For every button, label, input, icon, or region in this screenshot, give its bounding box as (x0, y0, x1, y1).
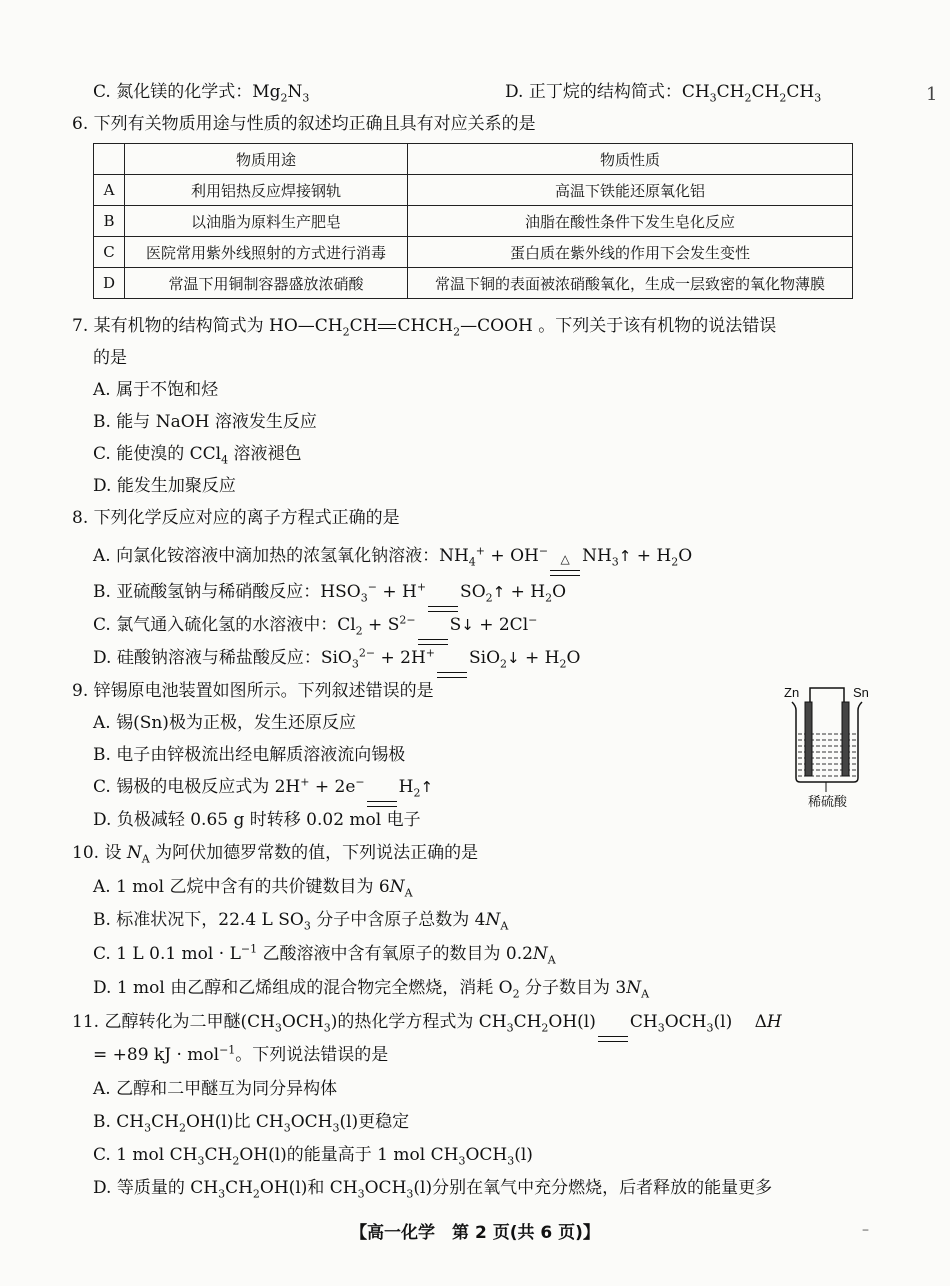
q7-option-a: A. 属于不饱和烃 (93, 380, 219, 400)
q8-stem: 8. 下列化学反应对应的离子方程式正确的是 (72, 508, 400, 528)
q7-option-b: B. 能与 NaOH 溶液发生反应 (93, 412, 317, 432)
row-use: 以油脂为原料生产肥皂 (125, 206, 408, 237)
solution-label: 稀硫酸 (808, 794, 848, 809)
row-use: 利用铝热反应焊接钢轨 (125, 175, 408, 206)
q10-option-d: D. 1 mol 由乙醇和乙烯组成的混合物完全燃烧，消耗 $O_2$ 分子数目为 $3N_A$ (93, 978, 650, 1001)
q7-stem-cont: 的是 (93, 348, 127, 368)
q11-option-c: C. 1 mol $CH_3CH_2OH(l)$的能量高于 1 mol $CH_3OCH_3(l)$ (93, 1145, 533, 1168)
row-property: 常温下铜的表面被浓硝酸氧化，生成一层致密的氧化物薄膜 (408, 268, 853, 299)
table-row (94, 268, 853, 299)
q7-option-d: D. 能发生加聚反应 (93, 476, 236, 496)
row-key: B (94, 206, 125, 237)
q7-stem: 7. 某有机物的结构简式为 $HO—CH_2CH$ $CHCH_2—COOH$ 。下列关于该有机物的说法错误 (72, 316, 777, 339)
q5-option-d: D. 正丁烷的结构简式：$CH_3CH_2CH_2CH_3$ (505, 82, 822, 105)
zn-label: Zn (784, 685, 800, 700)
q9-stem: 9. 锌锡原电池装置如图所示。下列叙述错误的是 (72, 681, 434, 701)
table-row (94, 206, 853, 237)
table-row (94, 175, 853, 206)
q11-stem: 11. 乙醇转化为二甲醚$(CH_3OCH_3)$的热化学方程式为 $CH_3CH_2OH(l)$ $CH_3OCH_3(l)$ ΔH (72, 1012, 782, 1035)
q6-table (93, 143, 853, 299)
table-header-row (94, 144, 853, 175)
page-side-mark: 1 (926, 84, 938, 105)
q8-option-d: D. 硅酸钠溶液与稀盐酸反应：SiO$_3^{2-}$ + 2H+ SiO$_2$↓ + $H_2O$ (93, 646, 581, 671)
row-key: A (94, 175, 125, 206)
q9-option-d: D. 负极减轻 0.65 g 时转移 0.02 mol 电子 (93, 810, 421, 830)
q5-option-c: C. 氮化镁的化学式：$Mg_2N_3$ (93, 82, 310, 105)
q10-option-a: A. 1 mol 乙烷中含有的共价键数目为 $6N_A$ (93, 877, 413, 900)
row-key: D (94, 268, 125, 299)
row-use: 医院常用紫外线照射的方式进行消毒 (125, 237, 408, 268)
beaker (792, 702, 862, 782)
row-use: 常温下用铜制容器盛放浓硝酸 (125, 268, 408, 299)
table-header-use: 物质用途 (125, 144, 408, 175)
page-footer: 【高一化学 第 2 页(共 6 页)】 (350, 1223, 600, 1243)
q11-option-b: B. $CH_3CH_2OH(l)$比 $CH_3OCH_3(l)$更稳定 (93, 1112, 410, 1135)
table-header-key (94, 144, 125, 175)
q11-option-a: A. 乙醇和二甲醚互为同分异构体 (93, 1079, 338, 1099)
q6-stem: 6. 下列有关物质用途与性质的叙述均正确且具有对应关系的是 (72, 114, 536, 134)
row-key: C (94, 237, 125, 268)
q11-stem-cont: = +89 kJ · mol$^{-1}$。下列说法错误的是 (93, 1043, 389, 1065)
table-header-property: 物质性质 (408, 144, 853, 175)
q9-option-b: B. 电子由锌极流出经电解质溶液流向锡极 (93, 745, 406, 765)
page-tail-mark: – (862, 1222, 869, 1238)
sn-electrode (842, 702, 849, 776)
wire (810, 688, 844, 704)
q9-option-a: A. 锡(Sn)极为正极，发生还原反应 (93, 713, 356, 733)
q8-option-a: A. 向氯化铵溶液中滴加热的浓氢氧化钠溶液：$NH_4^+ + OH^-$ △ $NH_3↑ + H_2O$ (93, 544, 693, 569)
q10-option-b: B. 标准状况下，22.4 L $SO_3$ 分子中含原子总数为 $4N_A$ (93, 910, 509, 933)
sn-label: Sn (853, 685, 869, 700)
table-row (94, 237, 853, 268)
q9-option-c: C. 锡极的电极反应式为 2H+ + 2e− $H_2↑$ (93, 775, 434, 800)
q10-option-c: C. 1 L 0.1 mol · $L^{-1}$ 乙酸溶液中含有氧原子的数目为 $0.2N_A$ (93, 942, 556, 967)
q11-option-d: D. 等质量的 $CH_3CH_2OH(l)$和 $CH_3OCH_3(l)$分别在氧气中充分燃烧，后者释放的能量更多 (93, 1178, 773, 1201)
row-property: 蛋白质在紫外线的作用下会发生变性 (408, 237, 853, 268)
galvanic-cell-diagram (780, 682, 880, 812)
row-property: 油脂在酸性条件下发生皂化反应 (408, 206, 853, 237)
q8-option-b: B. 亚硫酸氢钠与稀硝酸反应：$HSO_3^- + H^+$ $SO_2↑ + H_2O$ (93, 580, 567, 605)
row-property: 高温下铁能还原氧化铝 (408, 175, 853, 206)
zn-electrode (805, 702, 812, 776)
q7-option-c: C. 能使溴的 CCl$_4$ 溶液褪色 (93, 444, 302, 467)
q8-option-c: C. 氯气通入硫化氢的水溶液中：$Cl_2 + S^{2-}$ S↓ + 2Cl− (93, 613, 538, 638)
q10-stem: 10. 设 $N_A$ 为阿伏加德罗常数的值，下列说法正确的是 (72, 843, 479, 866)
